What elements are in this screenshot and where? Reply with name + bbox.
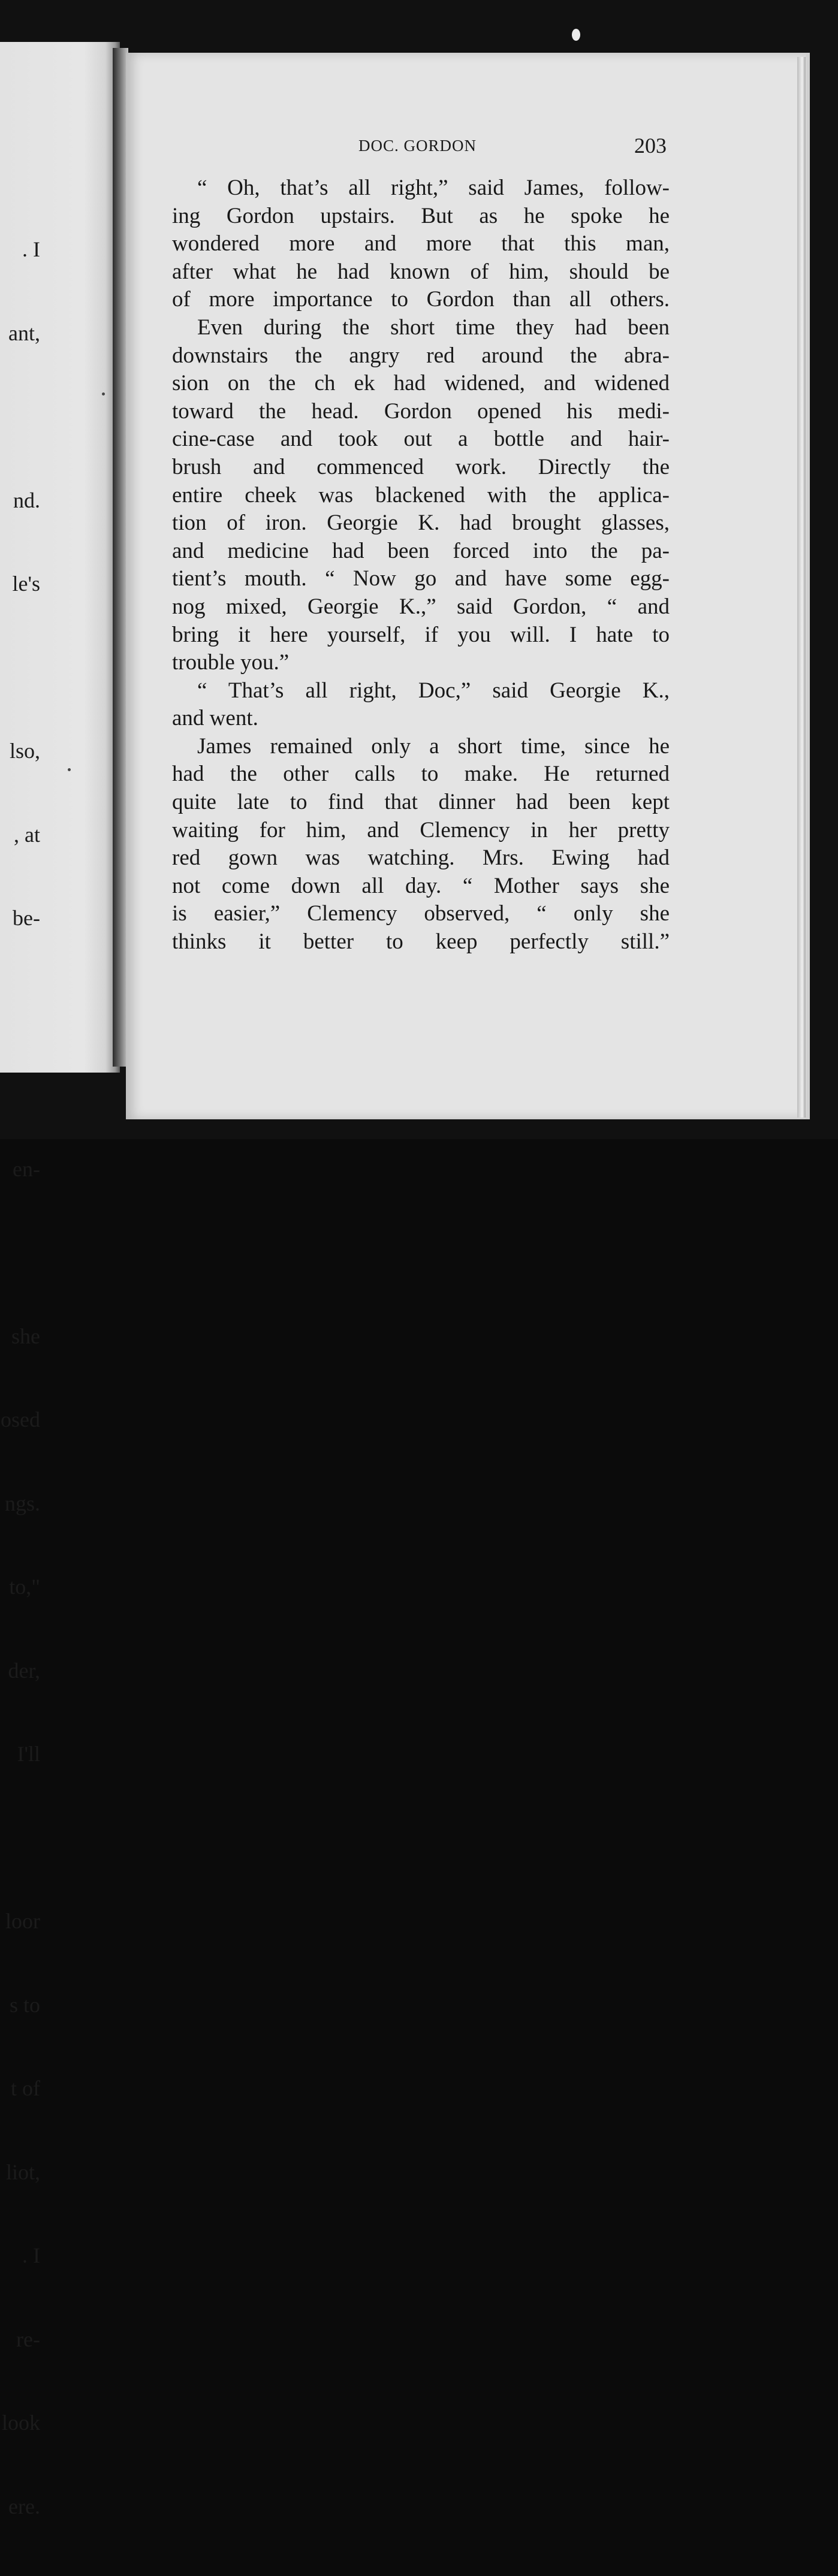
text-line: “ Oh, that’s all right,” said James, follow- — [197, 176, 670, 200]
text-line: of more importance to Gordon than all others. — [172, 287, 670, 312]
text-line: quite late to find that dinner had been kept — [172, 790, 670, 815]
left-line — [1, 1239, 40, 1267]
text-line: thinks it better to keep perfectly still.” — [172, 929, 670, 955]
left-line: liot, — [5, 2160, 40, 2184]
text-line: waiting for him, and Clemency in her pretty — [172, 817, 670, 842]
text-line: trouble you.” — [172, 650, 290, 675]
left-line — [1, 654, 40, 682]
text-line: sion on the ch ek had widened, and widened — [172, 371, 670, 396]
text-line: downstairs the angry red around the abra- — [172, 343, 670, 368]
left-line — [1, 988, 40, 1016]
left-line — [1, 1071, 40, 1100]
left-line: lso, — [9, 739, 40, 763]
text-line: tient’s mouth. “ Now go and have some egg- — [172, 566, 670, 591]
text-line: toward the head. Gordon opened his medi- — [172, 398, 670, 424]
left-line: s to — [9, 1992, 40, 2017]
left-page — [0, 42, 120, 2518]
left-line: be- — [13, 906, 40, 930]
text-line: wondered more and more that this man, — [172, 231, 670, 256]
text-line: ing Gordon upstairs. But as he spoke he — [172, 203, 670, 228]
page-edge — [797, 57, 806, 1118]
text-line: is easier,” Clemency observed, “ only she — [172, 901, 670, 926]
scan-speck — [102, 392, 105, 395]
left-line: look — [1, 2411, 40, 2435]
text-line: and went. — [172, 706, 258, 731]
left-line: to," — [9, 1575, 40, 1599]
text-line: after what he had known of him, should be — [172, 259, 670, 284]
left-line: ngs. — [4, 1491, 40, 1515]
text-line: James remained only a short time, since he — [197, 733, 670, 759]
left-line: nd. — [13, 488, 40, 512]
text-line: and medicine had been forced into the pa- — [172, 538, 670, 563]
text-line: brush and commenced work. Directly the — [172, 454, 670, 479]
scan-speck — [68, 768, 71, 771]
page-number: 203 — [634, 134, 667, 158]
text-line: Even during the short time they had been — [197, 315, 670, 340]
left-line: re- — [16, 2327, 40, 2351]
text-line: entire cheek was blackened with the applica- — [172, 482, 670, 508]
left-line: I'll — [17, 1742, 40, 1766]
left-line: she — [11, 1324, 40, 1348]
left-line: ant, — [8, 321, 40, 345]
left-line — [1, 403, 40, 431]
left-line: osed — [1, 1408, 40, 1432]
text-line: nog mixed, Georgie K.,” said Gordon, “ and — [172, 594, 670, 619]
left-page-text — [1, 180, 40, 2576]
left-line: , at — [14, 822, 40, 847]
left-line: . I — [22, 2243, 40, 2267]
body-text — [172, 174, 670, 956]
text-line: cine-case and took out a bottle and hair- — [172, 427, 670, 452]
text-line: had the other calls to make. He returned — [172, 762, 670, 787]
left-line: en- — [13, 1156, 40, 1181]
left-line — [1, 1824, 40, 1852]
left-line: ere. — [8, 2494, 40, 2518]
text-line: “ That’s all right, Doc,” said Georgie K., — [197, 678, 670, 703]
text-line: bring it here yourself, if you will. I hate to — [172, 622, 670, 647]
scan-artifact-dot — [572, 29, 580, 41]
text-line: not come down all day. “ Mother says she — [172, 873, 670, 898]
left-line: le's — [12, 572, 40, 596]
text-line: red gown was watching. Mrs. Ewing had — [172, 845, 670, 871]
text-line: tion of iron. Georgie K. had brought glasses, — [172, 511, 670, 536]
left-line: t of — [11, 2076, 40, 2100]
left-line: der, — [8, 1658, 40, 1683]
left-line: loor — [5, 1909, 40, 1933]
left-line: . I — [22, 237, 40, 261]
running-head: DOC. GORDON — [358, 137, 477, 155]
